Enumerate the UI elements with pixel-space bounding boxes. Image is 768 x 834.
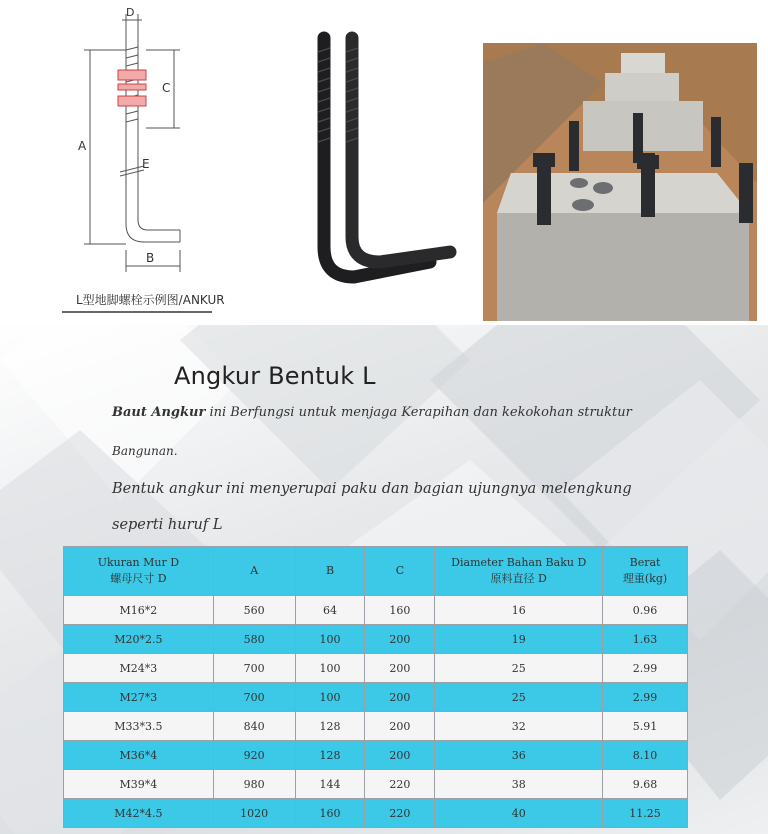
description-text: ini Berfungsi untuk menjaga Kerapihan dan kekokohan struktur	[205, 405, 632, 420]
table-cell: 0.96	[603, 596, 688, 625]
shape-description-line-1: Bentuk angkur ini menyerupai paku dan bagian ujungnya melengkung	[112, 481, 632, 497]
table-row	[64, 625, 688, 654]
table-cell: M42*4.5	[64, 799, 214, 828]
table-cell: M39*4	[64, 770, 214, 799]
table-row	[64, 770, 688, 799]
header-b: B	[295, 547, 365, 596]
table-cell: 8.10	[603, 741, 688, 770]
label-a: A	[78, 139, 87, 153]
table-cell: 200	[365, 712, 435, 741]
header-nut-size: Ukuran Mur D 螺母尺寸 D	[64, 547, 214, 596]
table-cell: 11.25	[603, 799, 688, 828]
table-cell: 25	[435, 654, 603, 683]
table-cell: 840	[213, 712, 295, 741]
table-cell: 36	[435, 741, 603, 770]
table-cell: 220	[365, 799, 435, 828]
label-b: B	[146, 251, 155, 265]
table-cell: M27*3	[64, 683, 214, 712]
table-cell: M16*2	[64, 596, 214, 625]
table-cell: 980	[213, 770, 295, 799]
table-header-row	[64, 547, 688, 596]
table-row	[64, 596, 688, 625]
table-row	[64, 712, 688, 741]
shape-description-line-2: seperti huruf L	[112, 517, 223, 533]
table-cell: 38	[435, 770, 603, 799]
table-cell: 220	[365, 770, 435, 799]
label-e: E	[142, 157, 150, 171]
header-a: A	[213, 547, 295, 596]
page-title: Angkur Bentuk L	[174, 362, 376, 390]
table-cell: 200	[365, 683, 435, 712]
table-cell: 16	[435, 596, 603, 625]
table-cell: 920	[213, 741, 295, 770]
table-cell: M36*4	[64, 741, 214, 770]
anchor-spec-table	[63, 546, 688, 828]
table-cell: 100	[295, 683, 365, 712]
l-bolts-photo	[290, 22, 470, 322]
table-cell: 100	[295, 625, 365, 654]
table-cell: 5.91	[603, 712, 688, 741]
diagram-caption: L型地脚螺栓示例图/ANKUR	[76, 293, 225, 307]
table-row	[64, 799, 688, 828]
table-cell: 160	[365, 596, 435, 625]
table-cell: 580	[213, 625, 295, 654]
table-cell: 32	[435, 712, 603, 741]
table-cell: 2.99	[603, 683, 688, 712]
table-cell: 200	[365, 741, 435, 770]
table-cell: 1020	[213, 799, 295, 828]
table-cell: M20*2.5	[64, 625, 214, 654]
table-cell: 19	[435, 625, 603, 654]
description-line-1	[112, 405, 632, 420]
table-cell: 700	[213, 654, 295, 683]
table-cell: M24*3	[64, 654, 214, 683]
table-cell: 40	[435, 799, 603, 828]
table-row	[64, 683, 688, 712]
table-cell: 200	[365, 625, 435, 654]
table-cell: 144	[295, 770, 365, 799]
header-diameter: Diameter Bahan Baku D 原料直径 D	[435, 547, 603, 596]
table-row	[64, 654, 688, 683]
table-cell: 700	[213, 683, 295, 712]
anchor-diagram	[62, 0, 274, 318]
table-cell: 1.63	[603, 625, 688, 654]
table-cell: 160	[295, 799, 365, 828]
description-bold-term: Baut Angkur	[112, 405, 206, 420]
table-row	[64, 741, 688, 770]
label-d: D	[126, 6, 135, 19]
table-cell: M33*3.5	[64, 712, 214, 741]
table-cell: 25	[435, 683, 603, 712]
table-cell: 2.99	[603, 654, 688, 683]
table-cell: 100	[295, 654, 365, 683]
construction-site-photo	[483, 43, 757, 321]
table-cell: 128	[295, 712, 365, 741]
table-cell: 128	[295, 741, 365, 770]
header-c: C	[365, 547, 435, 596]
label-c: C	[162, 81, 171, 95]
table-cell: 200	[365, 654, 435, 683]
header-weight: Berat 理重(kg)	[603, 547, 688, 596]
description-line-2: Bangunan.	[112, 444, 178, 458]
table-cell: 64	[295, 596, 365, 625]
table-cell: 9.68	[603, 770, 688, 799]
table-cell: 560	[213, 596, 295, 625]
